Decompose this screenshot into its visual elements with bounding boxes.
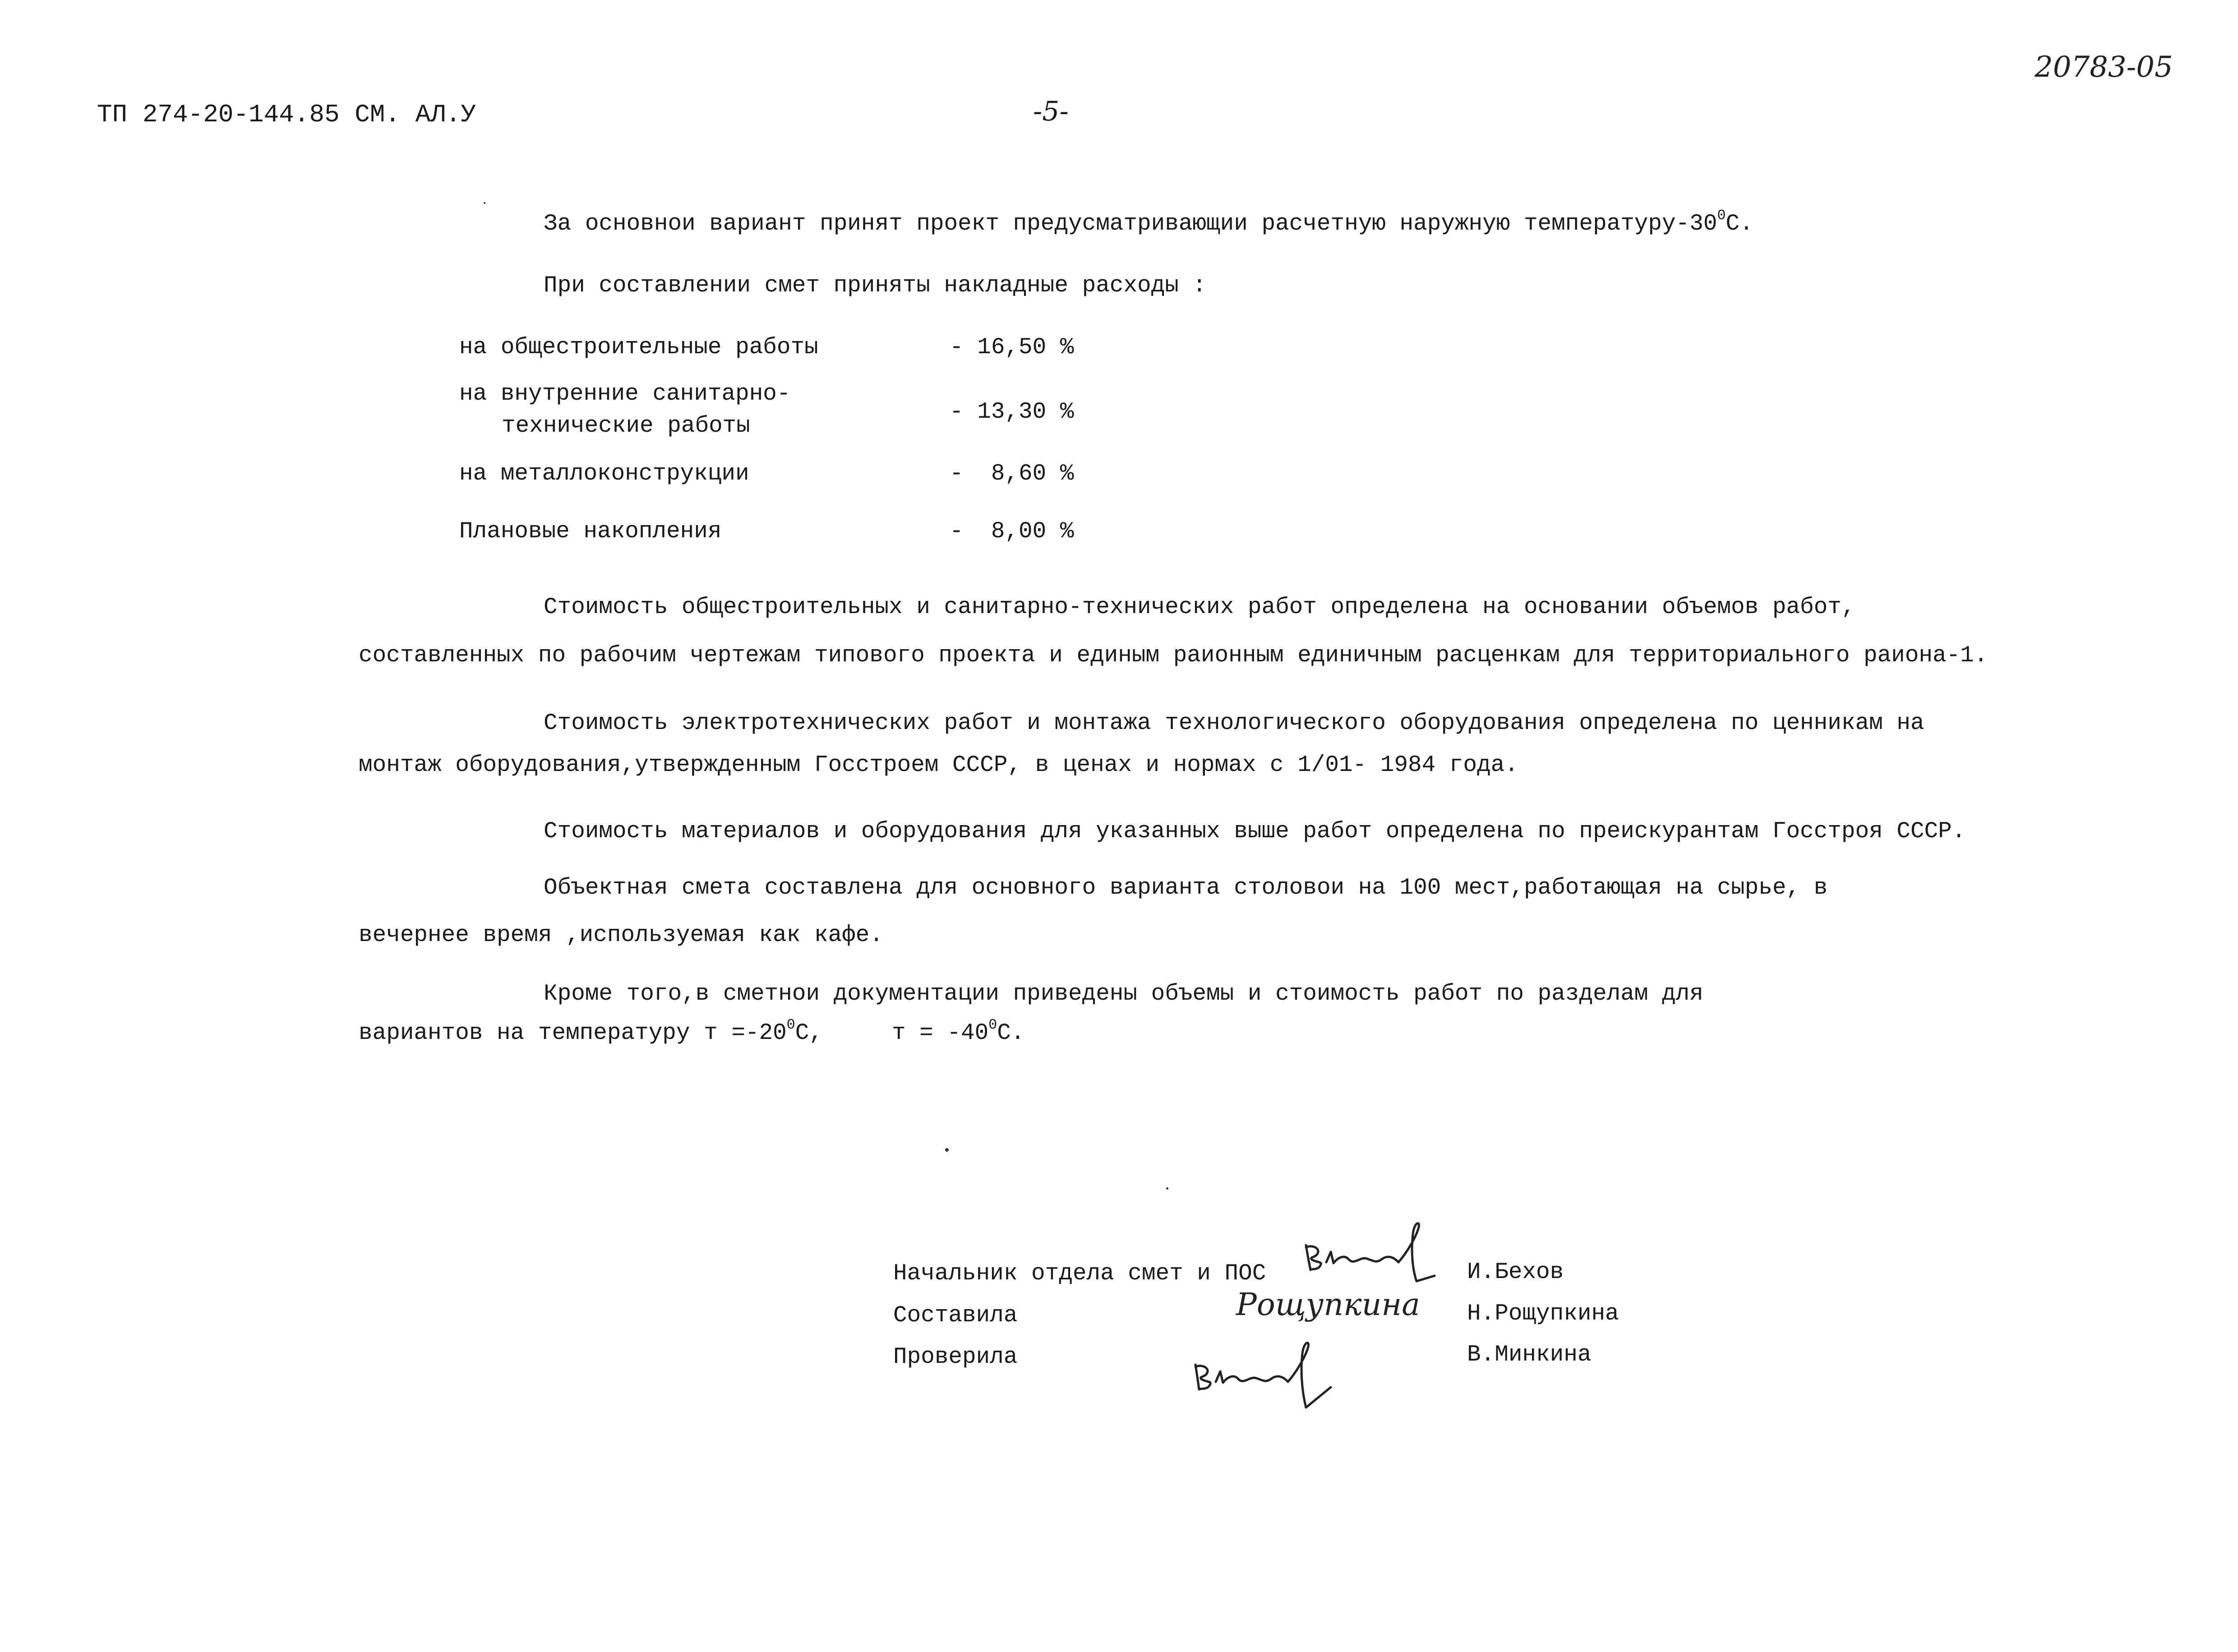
degree-mark: 0 [988,1017,997,1034]
degree-mark: 0 [1717,208,1726,224]
signatory-name: Н.Рощупкина [1467,1301,1619,1327]
page-number: -5- [1033,96,1069,127]
paragraph-object-estimate-line: Объектная смета составлена для основного варианта столовои на 100 мест,работающая на сырье, в [544,875,1828,901]
paragraph-variants-line: Кроме того,в сметнои документации приведены объемы и стоимость работ по разделам для [544,981,1703,1007]
temperature-unit: С. [1726,211,1753,237]
signatory-name: В.Минкина [1467,1342,1592,1368]
overhead-label: на металлоконструкции [459,461,749,487]
archive-number: 20783-05 [2035,51,2173,84]
overhead-value: - 8,00 % [950,519,1074,545]
paragraph-text: За основнои вариант принят проект предусматривающии расчетную наружную температуру-30 [544,211,1717,237]
overhead-value: - 16,50 % [950,335,1074,360]
handwritten-surname: Рощупкина [1236,1287,1420,1323]
scan-speck [484,202,485,204]
overhead-value: - 13,30 % [950,399,1074,425]
paragraph-main-variant [544,208,1753,237]
paragraph-overheads-intro: При составлении смет приняты накладные расходы : [544,273,1207,299]
scan-speck [1166,1187,1168,1190]
signature-bekhov [1306,1223,1435,1281]
paragraph-electrical-line: монтаж оборудования,утвержденным Госстроем СССР, в ценах и нормах с 1/01- 1984 года. [359,752,1518,778]
degree-mark: 0 [786,1017,795,1034]
signatory-role: Проверила [893,1344,1018,1370]
paragraph-object-estimate-line: вечернее время ,используемая как кафе. [359,923,883,948]
overhead-label: Плановые накопления [459,519,722,545]
signature-checked [1195,1343,1331,1407]
paragraph-cost-basis-line: составленных по рабочим чертежам типового проекта и единым раионным единичным расценкам для территориального раиона-1. [359,643,1988,669]
overhead-label-continuation: технические работы [502,413,750,439]
paragraph-materials: Стоимость материалов и оборудования для указанных выше работ определена по преискурантам Госстроя СССР. [544,819,1966,844]
overhead-label: на внутренние санитарно- [459,381,791,407]
overhead-value: - 8,60 % [950,461,1074,487]
scan-speck [945,1148,949,1152]
overhead-label: на общестроительные работы [459,335,818,360]
signatory-role: Начальник отдела смет и ПОС [893,1261,1266,1287]
variants-text: С, т = -40 [795,1020,989,1046]
paragraph-variants-line [359,1017,1025,1046]
signatory-role: Составила [893,1303,1018,1329]
paragraph-cost-basis-line: Стоимость общестроительных и санитарно-технических работ определена на основании объемов работ, [544,595,1855,620]
document-code: ТП 274-20-144.85 СМ. АЛ.У [97,100,476,129]
paragraph-electrical-line: Стоимость электротехнических работ и монтажа технологического оборудования определена по ценникам на [544,711,1924,736]
signatory-name: И.Бехов [1467,1260,1564,1285]
variants-text: вариантов на температуру т =-20 [359,1020,787,1046]
handwritten-signatures [1060,1209,1466,1435]
variants-text: С. [997,1020,1025,1046]
